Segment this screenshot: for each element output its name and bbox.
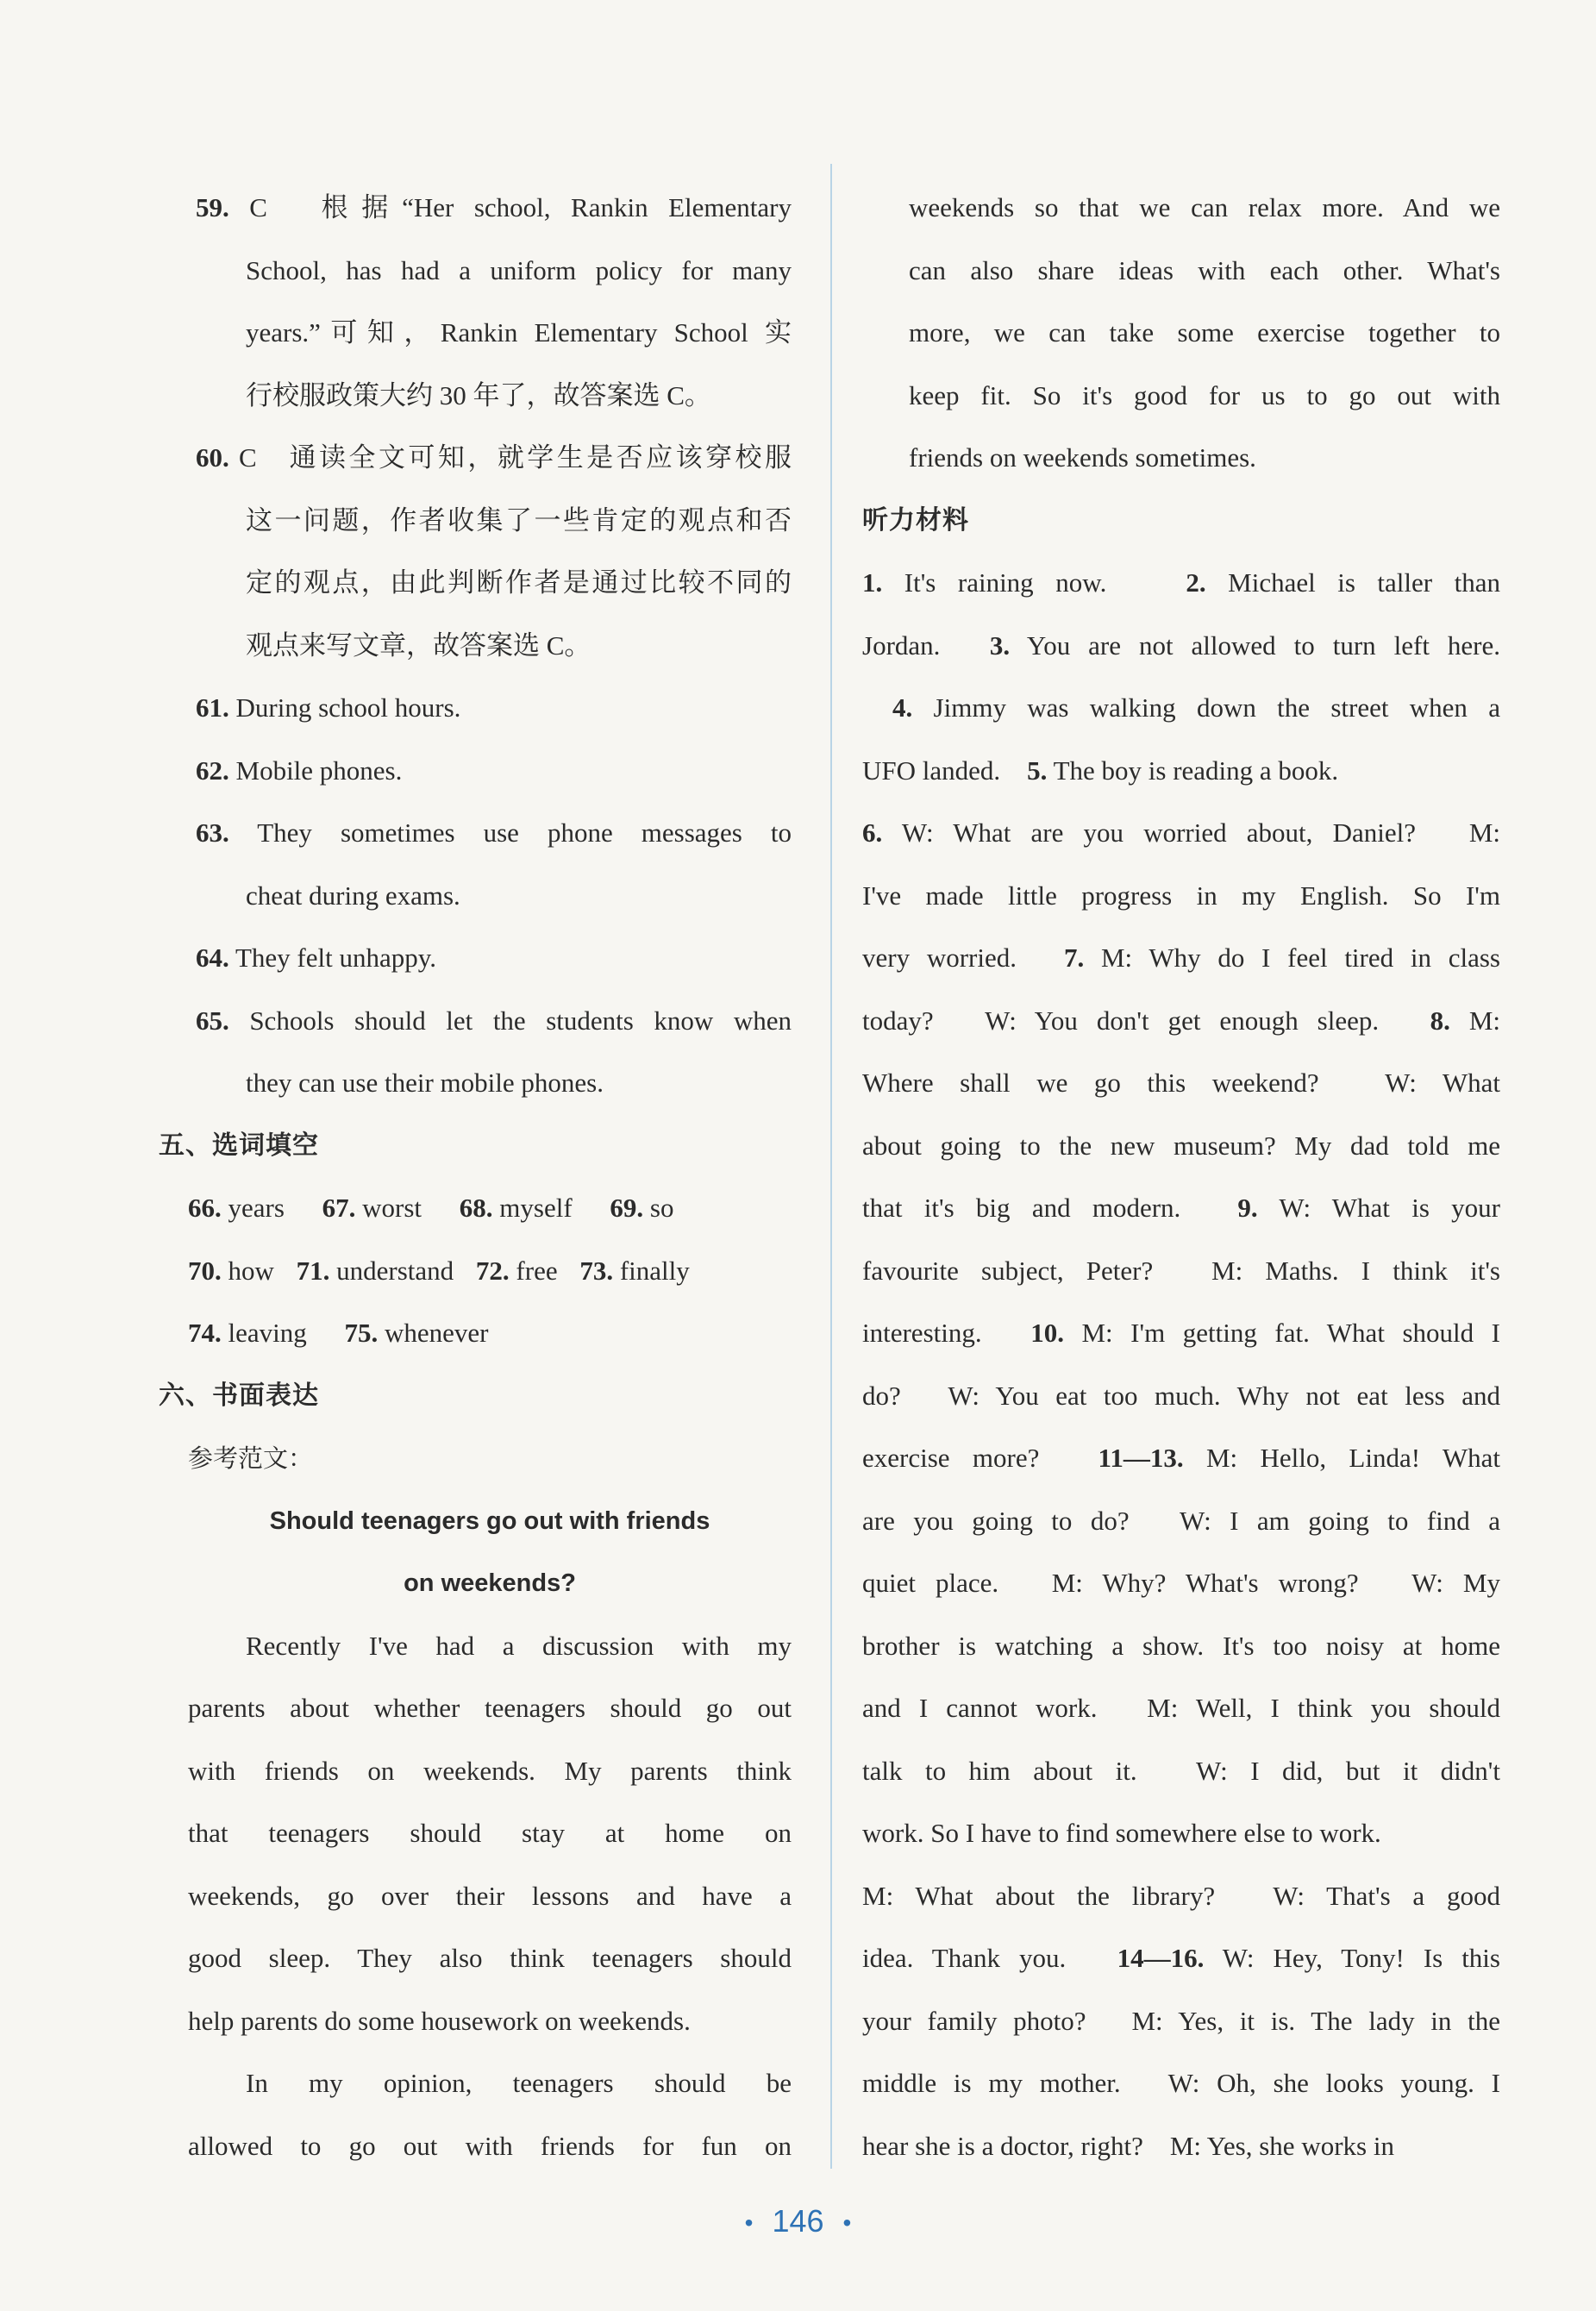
essay-line: keep fit. So it's good for us to go out with	[909, 379, 1500, 410]
listening-line: brother is watching a show. It's too noisy at home	[862, 1630, 1500, 1661]
fill-blank-answers	[188, 1177, 792, 1365]
fill-row	[188, 1240, 792, 1303]
listening-line: 4. Jimmy was walking down the street when a	[892, 692, 1500, 723]
answer-62: 62. Mobile phones.	[196, 755, 403, 786]
question-number: 62.	[196, 755, 229, 786]
essay-title-line: on weekends?	[404, 1569, 576, 1597]
listening-transcript	[862, 552, 1500, 2177]
question-number: 60.	[196, 442, 229, 473]
essay-line: Recently I've had a discussion with my	[246, 1630, 792, 1661]
answer-65-line: they can use their mobile phones.	[246, 1068, 604, 1098]
essay-line: help parents do some housework on weekends.	[188, 2005, 691, 2036]
answer-59-line: School, has had a uniform policy for many	[246, 254, 792, 285]
listening-line: 6. W: What are you worried about, Daniel? M:	[862, 817, 1500, 848]
answer-63-line: 63. They sometimes use phone messages to	[196, 817, 792, 848]
question-number: 65.	[196, 1005, 229, 1036]
answer-61: 61. During school hours.	[196, 692, 461, 723]
answer-59-line: years.”可知，Rankin Elementary School 实	[246, 317, 792, 348]
essay-line: can also share ideas with each other. What's	[909, 254, 1500, 285]
answer-63-line: cheat during exams.	[246, 880, 460, 911]
listening-line: I've made little progress in my English. So I'm	[862, 880, 1500, 911]
question-number: 63.	[196, 817, 229, 848]
listening-line: Jordan. 3. You are not allowed to turn left here.	[862, 629, 1500, 661]
answer-65-line: 65. Schools should let the students know when	[196, 1005, 792, 1036]
listening-line: favourite subject, Peter? M: Maths. I think it's	[862, 1255, 1500, 1286]
fill-item: 75. whenever	[344, 1318, 489, 1348]
question-number: 59.	[196, 192, 229, 222]
listening-line: work. So I have to find somewhere else to work.	[862, 1818, 1381, 1848]
fill-item: 74. leaving	[188, 1318, 307, 1348]
answer-60-line: 定的观点，由此判断作者是通过比较不同的	[246, 567, 792, 598]
essay-line: weekends, go over their lessons and have a	[188, 1880, 792, 1911]
answer-59-line: 行校服政策大约 30 年了，故答案选 C。	[246, 379, 711, 410]
right-column	[862, 177, 1500, 2177]
page-footer	[0, 2203, 1596, 2239]
essay-line: with friends on weekends. My parents think	[188, 1755, 792, 1786]
listening-line: middle is my mother. W: Oh, she looks young. I	[862, 2068, 1500, 2098]
fill-row	[188, 1302, 792, 1365]
fill-item: 66. years	[188, 1193, 285, 1223]
listening-line: that it's big and modern. 9. W: What is your	[862, 1193, 1500, 1223]
listening-line: your family photo? M: Yes, it is. The lady in the	[862, 2005, 1500, 2036]
listening-line: today? W: You don't get enough sleep. 8. M:	[862, 1005, 1501, 1036]
answer-60-line: 60. C 通读全文可知，就学生是否应该穿校服	[196, 442, 792, 473]
answer-60-line: 观点来写文章，故答案选 C。	[246, 629, 591, 661]
column-divider	[830, 164, 832, 2169]
listening-line: hear she is a doctor, right? M: Yes, she works in	[862, 2130, 1394, 2161]
essay-line: good sleep. They also think teenagers should	[188, 1943, 792, 1973]
answer-65	[188, 990, 792, 1115]
listening-line: talk to him about it. W: I did, but it didn't	[862, 1755, 1500, 1786]
fill-item: 67. worst	[322, 1193, 422, 1223]
listening-line: quiet place. M: Why? What's wrong? W: My	[862, 1568, 1500, 1598]
listening-line: about going to the new museum? My dad told me	[862, 1130, 1500, 1161]
section-heading-writing: 六、书面表达	[159, 1380, 319, 1411]
listening-line: are you going to do? W: I am going to find a	[862, 1505, 1500, 1536]
essay-line: allowed to go out with friends for fun on	[188, 2130, 792, 2161]
section-heading-fill-blanks: 五、选词填空	[159, 1130, 319, 1161]
listening-line: do? W: You eat too much. Why not eat less and	[862, 1380, 1500, 1411]
fill-item: 72. free	[475, 1255, 558, 1286]
answer-63	[188, 802, 792, 927]
listening-line: Where shall we go this weekend? W: What	[862, 1068, 1500, 1098]
listening-line: 1. It's raining now. 2. Michael is taller than	[862, 567, 1500, 598]
fill-item: 69. so	[610, 1193, 674, 1223]
listening-line: idea. Thank you. 14—16. W: Hey, Tony! Is this	[862, 1943, 1500, 1973]
essay-continuation	[862, 177, 1500, 490]
answer-60-line: 这一问题，作者收集了一些肯定的观点和否	[246, 504, 792, 535]
fill-item: 70. how	[188, 1255, 274, 1286]
fill-item: 73. finally	[579, 1255, 690, 1286]
listening-line: interesting. 10. M: I'm getting fat. What should I	[862, 1318, 1501, 1348]
essay-paragraph-1	[188, 1615, 792, 2053]
essay-line: that teenagers should stay at home on	[188, 1818, 792, 1848]
essay-line: more, we can take some exercise together to	[909, 317, 1500, 348]
answer-59-line: 59. C 根据“Her school, Rankin Elementary	[196, 192, 792, 222]
essay-line: friends on weekends sometimes.	[909, 442, 1256, 473]
answer-60	[188, 427, 792, 677]
answer-64: 64. They felt unhappy.	[196, 943, 436, 973]
listening-line: exercise more? 11—13. M: Hello, Linda! What	[862, 1443, 1500, 1473]
listening-line: UFO landed. 5. The boy is reading a book.	[862, 755, 1339, 786]
footer-dot: •	[842, 2209, 852, 2237]
essay-paragraph-2	[188, 2052, 792, 2177]
footer-dot: •	[744, 2209, 754, 2237]
listening-line: and I cannot work. M: Well, I think you should	[862, 1693, 1500, 1723]
essay-line: parents about whether teenagers should go out	[188, 1693, 792, 1723]
sample-essay-label: 参考范文：	[188, 1444, 314, 1473]
essay-line: In my opinion, teenagers should be	[246, 2068, 792, 2098]
fill-item: 71. understand	[296, 1255, 454, 1286]
essay-line: weekends so that we can relax more. And we	[909, 192, 1500, 222]
listening-line: very worried. 7. M: Why do I feel tired in class	[862, 943, 1500, 973]
listening-line: M: What about the library? W: That's a good	[862, 1880, 1500, 1911]
section-heading-listening: 听力材料	[862, 504, 969, 535]
answer-59	[188, 177, 792, 427]
question-number: 61.	[196, 692, 229, 723]
essay-title-line: Should teenagers go out with friends	[269, 1506, 710, 1535]
page-number: 146	[772, 2203, 824, 2239]
left-column	[159, 177, 792, 2177]
fill-item: 68. myself	[459, 1193, 573, 1223]
fill-row	[188, 1177, 792, 1240]
question-number: 64.	[196, 943, 229, 973]
